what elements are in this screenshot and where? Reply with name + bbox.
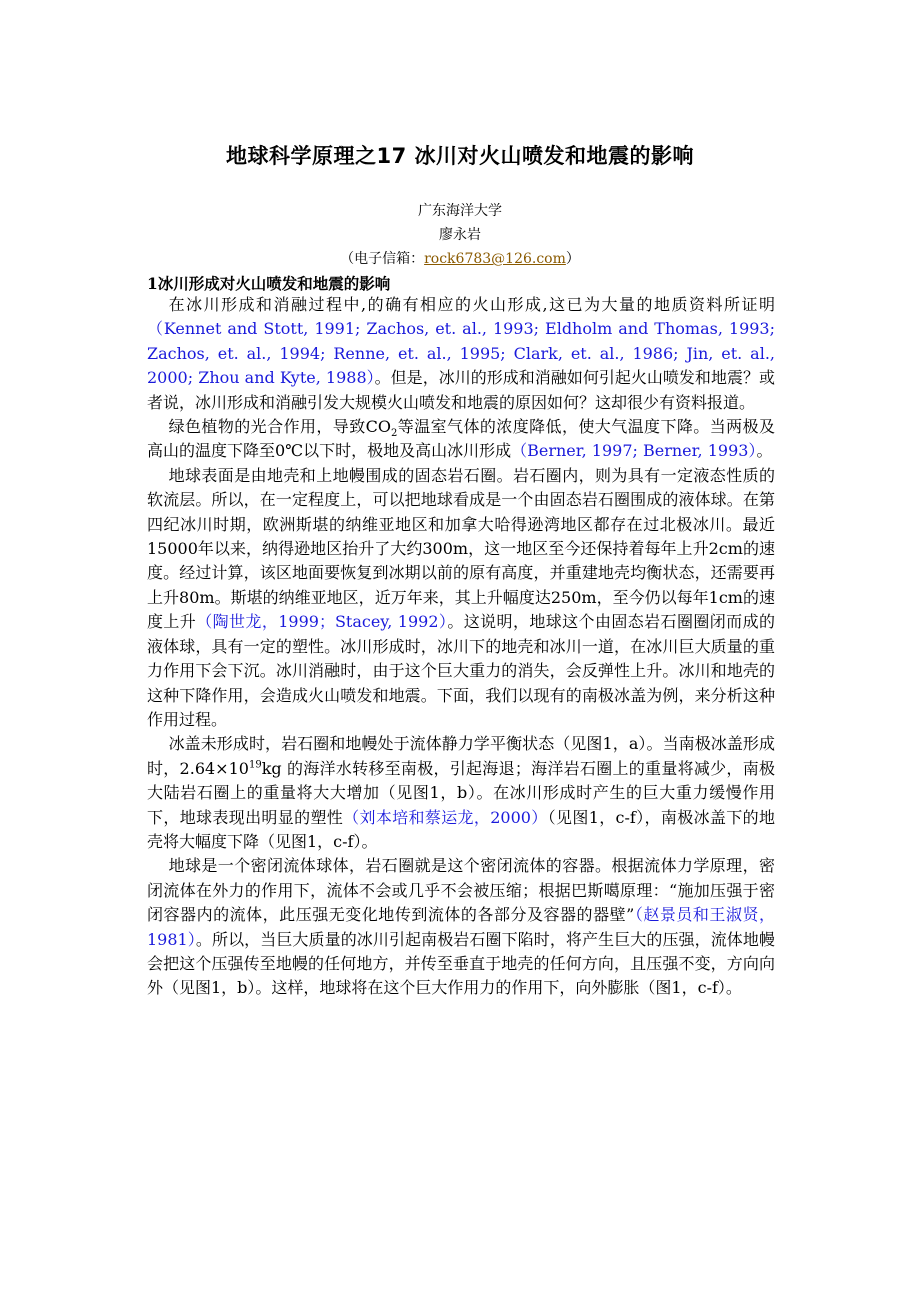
body-text [147, 293, 775, 1001]
paragraph-4-text-c: （见图1，c-f），南极冰盖下的地壳将大幅度下降（见图1，c-f）。 [147, 807, 775, 851]
citation: （刘本培和蔡运龙，2000） [343, 807, 548, 827]
paragraph-4 [147, 732, 775, 854]
section-heading: 1冰川形成对火山喷发和地震的影响 [147, 274, 391, 293]
paragraph-3 [147, 464, 775, 732]
affiliation: 广东海洋大学 [418, 203, 502, 219]
author-email-line [0, 248, 920, 268]
citation: （Berner, 1997; Berner, 1993） [511, 441, 757, 461]
paragraph-5 [147, 854, 775, 1000]
paragraph-2-text-c: 。 [756, 441, 773, 461]
subscript: 2 [390, 428, 398, 440]
paragraph-4-text-a: 冰盖未形成时，岩石圈和地幔处于流体静力学平衡状态（见图1，a）。当南极冰盖形成时，2.64×10 [147, 734, 775, 778]
citation: （陶世龙，1999；Stacey, 1992） [196, 612, 448, 632]
email-prefix: （电子信箱： [340, 251, 425, 267]
paragraph-2-text-b: 等温室气体的浓度降低，使大气温度下降。当两极及高山的温度下降至0℃以下时，极地及高山冰川形成 [147, 417, 775, 461]
document-title: 地球科学原理之17 冰川对火山喷发和地震的影响 [225, 144, 695, 168]
email-link[interactable]: rock6783@126.com [424, 251, 566, 267]
paragraph-4-text-b: kg 的海洋水转移至南极，引起海退；海洋岩石圈上的重量将减少，南极大陆岩石圈上的重量将大大增加（见图1，b）。在冰川形成时产生的巨大重力缓慢作用下，地球表现出明显的塑性 [147, 758, 775, 827]
paragraph-1-text-b: 。但是，冰川的形成和消融如何引起火山喷发和地震？或者说，冰川形成和消融引发大规模火山喷发和地震的原因如何？这却很少有资料报道。 [147, 368, 775, 412]
citation: （赵景员和王淑贤，1981） [147, 905, 775, 949]
paragraph-5-text-a: 地球是一个密闭流体球体，岩石圈就是这个密闭流体的容器。根据流体力学原理，密闭流体在外力的作用下，流体不会或几乎不会被压缩；根据巴斯噶原理：“施加压强于密闭容器内的流体，此压强无变化地传到流体的各部分及容器的器壁” [147, 856, 775, 925]
superscript: 19 [248, 759, 262, 771]
paragraph-1 [147, 293, 775, 415]
author-name: 廖永岩 [439, 227, 481, 243]
citation: （Kennet and Stott, 1991; Zachos, et. al., 1993; Eldholm and Thomas, 1993; Zachos, et. al., 1994; Renne, et. al., 1995; Clark, et. al., 1986; Jin, et. al., 2000; Zhou and Kyte, 1988） [147, 319, 775, 388]
paragraph-3-text-b: 。这说明，地球这个由固态岩石圈圈闭而成的液体球，具有一定的塑性。冰川形成时，冰川下的地壳和冰川一道，在冰川巨大质量的重力作用下会下沉。冰川消融时，由于这个巨大重力的消失，会反弹性上升。冰川和地壳的这种下降作用，会造成火山喷发和地震。下面，我们以现有的南极冰盖为例，来分析这种作用过程。 [147, 612, 775, 729]
email-suffix: ） [565, 251, 580, 267]
paragraph-5-text-b: 。所以，当巨大质量的冰川引起南极岩石圈下陷时，将产生巨大的压强，流体地幔会把这个压强传至地幔的任何地方，并传至垂直于地壳的任何方向，且压强不变，方向向外（见图1，b）。这样，地球将在这个巨大作用力的作用下，向外膨胀（图1，c-f）。 [147, 929, 775, 998]
paragraph-3-text-a: 地球表面是由地壳和上地幔围成的固态岩石圈。岩石圈内，则为具有一定液态性质的软流层。所以，在一定程度上，可以把地球看成是一个由固态岩石圈围成的液体球。在第四纪冰川时期，欧洲斯堪的纳维亚地区和加拿大哈得逊湾地区都存在过北极冰川。最近15000年以来，纳得逊地区抬升了大约300m，这一地区至今还保持着每年上升2cm的速度。经过计算，该区地面要恢复到冰期以前的原有高度，并重建地壳均衡状态，还需要再上升80m。斯堪的纳维亚地区，近万年来，其上升幅度达250m，至今仍以每年1cm的速度上升 [147, 465, 775, 632]
paragraph-2 [147, 415, 775, 464]
paragraph-2-text-a: 绿色植物的光合作用，导致CO [168, 417, 391, 437]
paragraph-1-text-a: 在冰川形成和消融过程中,的确有相应的火山形成,这已为大量的地质资料所证明 [168, 295, 775, 314]
